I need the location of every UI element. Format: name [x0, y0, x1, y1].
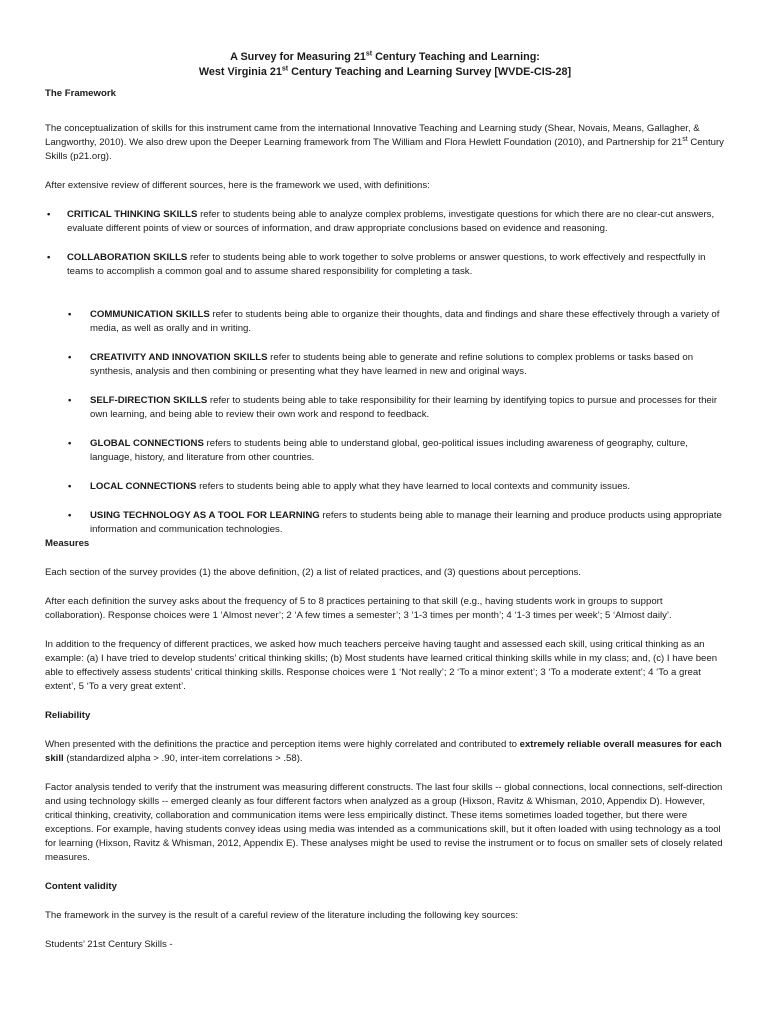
bullet-icon: • [68, 438, 72, 449]
framework-list-primary [45, 208, 725, 279]
measures-heading: Measures [45, 538, 90, 549]
bullet-icon: • [68, 309, 72, 320]
measures-paragraph-1: Each section of the survey provides (1) the above definition, (2) a list of related practices, and (3) questions about perceptions. [45, 567, 581, 578]
title-line-2: West Virginia 21st Century Teaching and Learning Survey [WVDE-CIS-28] [198, 64, 572, 78]
list-item: • LOCAL CONNECTIONS refers to students being able to apply what they have learned to local contexts and community issues. [68, 481, 630, 492]
list-item: • COMMUNICATION SKILLS refer to students being able to organize their thoughts, data and findings and share these effectively through a variety of media, as well as orally and in writing. [68, 309, 720, 334]
list-item: • SELF-DIRECTION SKILLS refer to students being able to take responsibility for their learning by identifying topics to pursue and processes for their own learning, and being able to review their own work and respond to feedback. [68, 395, 718, 420]
bullet-icon: • [47, 252, 51, 263]
reliability-paragraph-2: Factor analysis tended to verify that the instrument was measuring different constructs. The last four skills -- global connections, local connections, self-direction and using technology skills -- emerged cleanly as four different factors when analyzed as a group (Hixson, Ravitz & Whisman, 2010, Appendix D). However, critical thinking, creativity, collaboration and communication items were less empirically distinct. These items sometimes loaded together, but there were exceptions. For example, having students convey ideas using media was intended as a communications skill, but it often loaded with using technology as a tool for learning (Hixson, Ravitz & Whisman, 2012, Appendix E). These analyses might be used to revise the instrument or to focus on smaller sets of closely related measures. [45, 782, 723, 863]
content-validity-heading: Content validity [45, 881, 117, 892]
document-title [45, 50, 725, 79]
bullet-icon: • [68, 352, 72, 363]
framework-list-secondary [45, 308, 725, 537]
list-item: • COLLABORATION SKILLS refer to students being able to work together to solve problems or answer questions, to work effectively and respectfully in teams to accomplish a common goal and to assume shared responsibility for completing a task. [47, 252, 706, 277]
document-page [45, 50, 725, 952]
list-item: • GLOBAL CONNECTIONS refers to students being able to understand global, geo-political issues including awareness of geography, culture, language, history, and literature from other countries. [68, 438, 688, 463]
bullet-icon: • [47, 209, 51, 220]
list-item: • USING TECHNOLOGY AS A TOOL FOR LEARNING refers to students being able to manage their learning and produce products using appropriate information and communication technologies. [68, 510, 722, 535]
framework-paragraph-1: The conceptualization of skills for this instrument came from the international Innovative Teaching and Learning study (Shear, Novais, Means, Gallagher, & Langworthy, 2010). We also drew upon the Deeper Learning framework from The William and Flora Hewlett Foundation (2010), and Partnership for 21st Century Skills (p21.org). [45, 123, 724, 162]
framework-paragraph-2: After extensive review of different sources, here is the framework we used, with definitions: [45, 180, 430, 191]
bullet-icon: • [68, 395, 72, 406]
bullet-icon: • [68, 481, 72, 492]
reliability-heading: Reliability [45, 710, 91, 721]
reliability-paragraph-1: When presented with the definitions the practice and perception items were highly correlated and contributed to extremely reliable overall measures for each skill (standardized alpha > .90, inter-item correlations > .58). [45, 739, 722, 764]
list-item: • CRITICAL THINKING SKILLS refer to students being able to analyze complex problems, investigate questions for which there are no clear-cut answers, evaluate different points of view or sources of information, and draw appropriate conclusions based on evidence and reasoning. [47, 209, 715, 234]
measures-paragraph-2: After each definition the survey asks about the frequency of 5 to 8 practices pertaining to that skill (e.g., having students work in groups to support collaboration). Response choices were 1 ‘Almost never’; 2 ‘A few times a semester’; 3 ‘1-3 times per month’; 4 ‘1-3 times per week’; 5 ‘Almost daily’. [45, 596, 672, 621]
content-validity-paragraph-1: The framework in the survey is the result of a careful review of the literature including the following key sources: [45, 910, 518, 921]
framework-heading: The Framework [45, 88, 116, 99]
bullet-icon: • [68, 510, 72, 521]
content-validity-paragraph-2: Students’ 21st Century Skills - [45, 939, 173, 950]
title-line-1: A Survey for Measuring 21st Century Teaching and Learning: [230, 50, 540, 63]
measures-paragraph-3: In addition to the frequency of different practices, we asked how much teachers perceive having taught and assessed each skill, using critical thinking as an example: (a) I have tried to develop students’ critical thinking skills; (b) Most students have learned critical thinking skills while in my class; and, (c) I have been able to effectively assess students’ critical thinking skills. Response choices were 1 ‘Not really’; 2 ‘To a minor extent’; 3 ‘To a moderate extent’; 4 ‘To a great extent’, 5 ‘To a very great extent’. [45, 639, 718, 692]
list-item: • CREATIVITY AND INNOVATION SKILLS refer to students being able to generate and refine solutions to complex problems or tasks based on synthesis, analysis and then combining or presenting what they have learned in new and original ways. [68, 352, 694, 377]
